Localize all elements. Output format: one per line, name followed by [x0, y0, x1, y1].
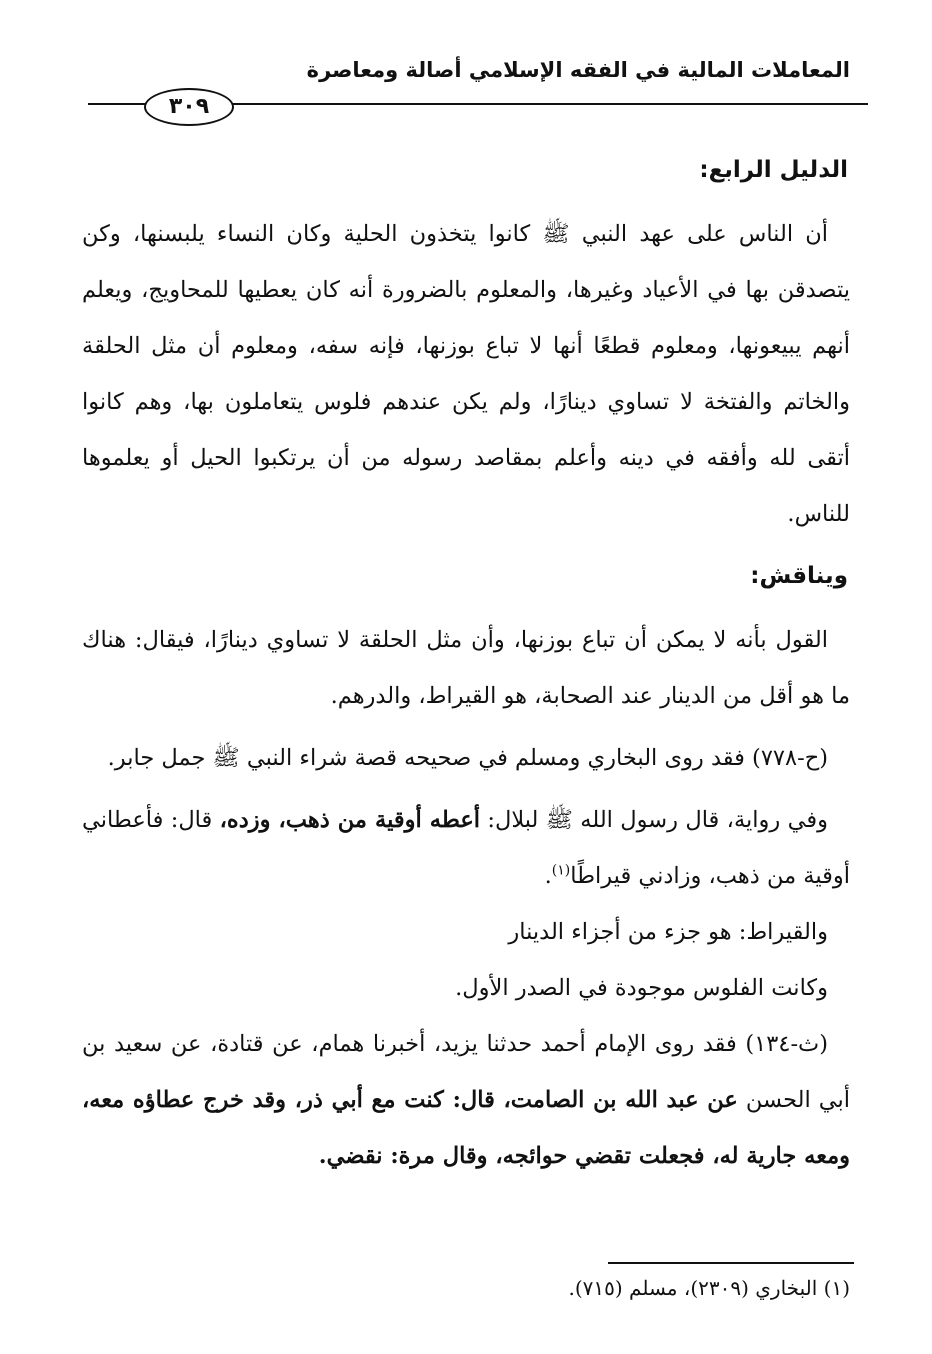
paragraph-hadith-778: (ح-٧٧٨) فقد روى البخاري ومسلم في صحيحه قصة شراء النبي ﷺ جمل جابر. — [107, 745, 828, 771]
riwaya-prefix: وفي رواية، قال رسول الله ﷺ لبلال: — [480, 807, 828, 833]
paragraph-athar-134 — [82, 1016, 850, 1184]
paragraph-discussion: القول بأنه لا يمكن أن تباع بوزنها، وأن مثل الحلقة لا تساوي دينارًا، فيقال: هناك ما هو أقل من الدينار عند الصحابة، هو القيراط، والدرهم. — [82, 627, 850, 709]
riwaya-suffix: قال: فأعطاني أوقية من ذهب، وزادني قيراطًا — [82, 807, 850, 889]
athar-prefix: (ث-١٣٤) فقد روى الإمام أحمد حدثنا يزيد، أخبرنا همام، عن قتادة، عن سعيد بن أبي الحسن — [82, 1031, 850, 1113]
footnote-rule — [608, 1262, 854, 1264]
paragraph-evidence-four: أن الناس على عهد النبي ﷺ كانوا يتخذون الحلية وكان النساء يلبسنها، وكن يتصدقن بها في الأعياد وغيرها، والمعلوم بالضرورة أنه كان يعطيها للمحاويج، ويعلم أنهم يبيعونها، ومعلوم قطعًا أنها لا تباع بوزنها، فإنه سفه، ومعلوم أن مثل الحلقة والخاتم والفتخة لا تساوي دينارًا، ولم يكن عندهم فلوس يتعاملون بها، وهم كانوا أتقى لله وأفقه في دينه وأعلم بمقاصد رسوله من أن يرتكبوا الحيل أو يعلموها للناس. — [82, 221, 850, 527]
riwaya-end: . — [544, 863, 552, 889]
paragraph-riwaya — [82, 792, 850, 904]
paragraph-qirat: والقيراط: هو جزء من أجزاء الدينار — [508, 919, 828, 945]
athar-quote: عن عبد الله بن الصامت، قال: كنت مع أبي ذر، وقد خرج عطاؤه معه، ومعه جارية له، فجعلت تقضي حوائجه، وقال مرة: نقضي. — [82, 1087, 850, 1169]
heading-evidence-four: الدليل الرابع: — [699, 157, 848, 183]
page-number-badge: ٣٠٩ — [144, 88, 234, 126]
running-title: المعاملات المالية في الفقه الإسلامي أصالة ومعاصرة — [306, 58, 850, 82]
heading-discussion: ويناقش: — [750, 563, 848, 589]
main-text — [82, 142, 850, 1184]
footnote-1: (١) البخاري (٢٣٠٩)، مسلم (٧١٥). — [568, 1276, 850, 1300]
paragraph-fulus: وكانت الفلوس موجودة في الصدر الأول. — [455, 975, 828, 1001]
riwaya-quote: أعطه أوقية من ذهب، وزده، — [219, 807, 481, 833]
footnote-marker[interactable]: (١) — [551, 862, 571, 879]
